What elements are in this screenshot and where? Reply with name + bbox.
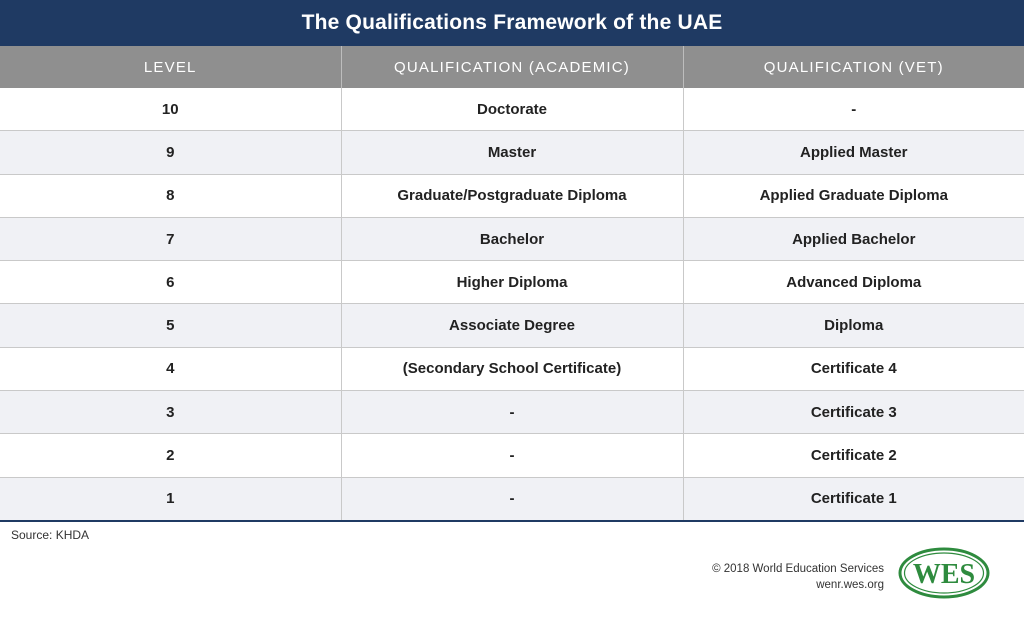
qualifications-table (0, 46, 1024, 522)
table-row (0, 88, 1024, 131)
table-row (0, 217, 1024, 260)
vet-cell: Certificate 2 (683, 434, 1024, 477)
level-cell: 5 (0, 304, 341, 347)
source-note: Source: KHDA (11, 528, 90, 542)
vet-cell: Applied Graduate Diploma (683, 174, 1024, 217)
table-row (0, 391, 1024, 434)
table-row (0, 261, 1024, 304)
table-header-row (0, 46, 1024, 88)
table-row (0, 304, 1024, 347)
level-cell: 1 (0, 477, 341, 521)
academic-cell: Associate Degree (341, 304, 683, 347)
logo-text: WES (912, 559, 976, 590)
title-bar (0, 0, 1024, 46)
credit-block (712, 561, 884, 593)
academic-cell: Master (341, 131, 683, 174)
level-cell: 8 (0, 174, 341, 217)
header-level: LEVEL (0, 46, 341, 88)
academic-cell: - (341, 434, 683, 477)
vet-cell: Diploma (683, 304, 1024, 347)
vet-cell: Applied Bachelor (683, 217, 1024, 260)
academic-cell: Graduate/Postgraduate Diploma (341, 174, 683, 217)
table-row (0, 434, 1024, 477)
vet-cell: Certificate 1 (683, 477, 1024, 521)
vet-cell: Applied Master (683, 131, 1024, 174)
level-cell: 2 (0, 434, 341, 477)
site-url: wenr.wes.org (816, 579, 884, 591)
vet-cell: Certificate 3 (683, 391, 1024, 434)
wes-logo-icon (897, 546, 991, 600)
table-row (0, 174, 1024, 217)
vet-cell: - (683, 88, 1024, 131)
table-row (0, 477, 1024, 521)
header-qualification-vet: QUALIFICATION (VET) (683, 46, 1024, 88)
level-cell: 4 (0, 347, 341, 390)
level-cell: 7 (0, 217, 341, 260)
level-cell: 3 (0, 391, 341, 434)
page-title: The Qualifications Framework of the UAE (301, 11, 723, 34)
header-qualification-academic: QUALIFICATION (ACADEMIC) (341, 46, 683, 88)
academic-cell: - (341, 391, 683, 434)
level-cell: 9 (0, 131, 341, 174)
academic-cell: Doctorate (341, 88, 683, 131)
academic-cell: Higher Diploma (341, 261, 683, 304)
vet-cell: Certificate 4 (683, 347, 1024, 390)
vet-cell: Advanced Diploma (683, 261, 1024, 304)
copyright-text: © 2018 World Education Services (712, 563, 884, 575)
table-row (0, 347, 1024, 390)
level-cell: 10 (0, 88, 341, 131)
academic-cell: - (341, 477, 683, 521)
table-row (0, 131, 1024, 174)
academic-cell: (Secondary School Certificate) (341, 347, 683, 390)
academic-cell: Bachelor (341, 217, 683, 260)
level-cell: 6 (0, 261, 341, 304)
